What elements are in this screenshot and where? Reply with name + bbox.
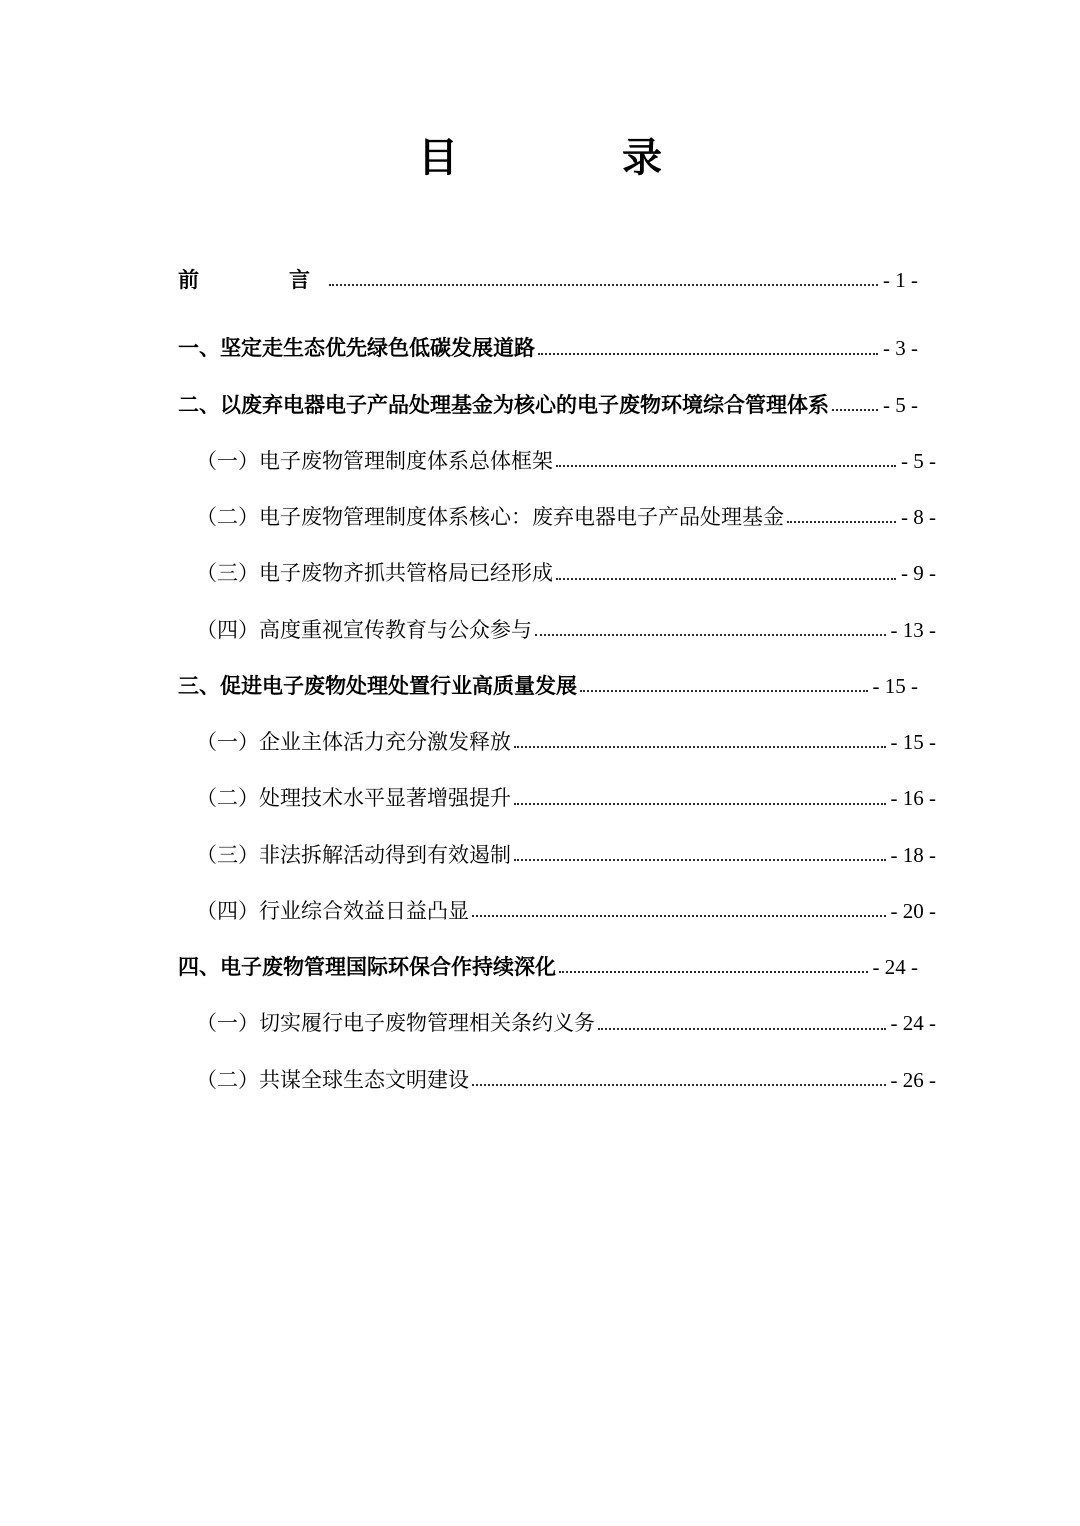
toc-entry-page-number: - 18 - (890, 842, 936, 867)
toc-leader-dots (329, 283, 878, 286)
toc-entry[interactable] (178, 617, 936, 643)
toc-entry-label: 二、以废弃电器电子产品处理基金为核心的电子废物环境综合管理体系 (178, 392, 829, 417)
table-of-contents (178, 267, 936, 1093)
toc-entry-page-number: - 24 - (872, 955, 918, 979)
toc-entry[interactable] (178, 504, 936, 530)
toc-entry[interactable] (178, 729, 936, 755)
toc-entry[interactable] (178, 842, 936, 868)
toc-leader-dots (556, 577, 896, 580)
toc-entry-label: （三）电子废物齐抓共管格局已经形成 (196, 561, 553, 586)
toc-leader-dots (514, 745, 886, 748)
toc-entry-page-number: - 26 - (890, 1067, 936, 1092)
toc-entry-page-number: - 8 - (901, 505, 936, 529)
toc-entry-label: （一）企业主体活力充分激发释放 (196, 730, 511, 754)
toc-entry[interactable] (178, 1010, 936, 1036)
toc-entry-page-number: - 1 - (883, 268, 918, 292)
toc-leader-dots (472, 1083, 886, 1086)
toc-entry-page-number: - 20 - (890, 898, 936, 923)
toc-entry-label: 四、电子废物管理国际环保合作持续深化 (178, 955, 556, 979)
toc-entry-label: （二）电子废物管理制度体系核心：废弃电器电子产品处理基金 (196, 505, 784, 529)
toc-entry-page-number: - 13 - (890, 617, 936, 642)
toc-entry[interactable] (178, 267, 918, 293)
toc-entry[interactable] (178, 335, 918, 361)
toc-entry-label: 一、坚定走生态优先绿色低碳发展道路 (178, 336, 535, 361)
toc-leader-dots (514, 858, 886, 861)
toc-leader-dots (832, 408, 878, 411)
toc-entry-label: 三、促进电子废物处理处置行业高质量发展 (178, 673, 577, 698)
toc-entry[interactable] (178, 560, 936, 586)
toc-leader-dots (559, 970, 868, 973)
toc-entry-page-number: - 5 - (901, 448, 936, 473)
toc-entry[interactable] (178, 392, 918, 418)
toc-leader-dots (598, 1027, 886, 1030)
toc-entry-page-number: - 3 - (883, 336, 918, 361)
toc-entry-label: （四）高度重视宣传教育与公众参与 (196, 617, 532, 642)
toc-entry[interactable] (178, 673, 918, 699)
toc-entry[interactable] (178, 785, 936, 811)
toc-leader-dots (535, 633, 886, 636)
toc-entry-page-number: - 15 - (872, 673, 918, 698)
toc-leader-dots (787, 520, 896, 523)
toc-entry-page-number: - 9 - (901, 561, 936, 586)
toc-leader-dots (514, 802, 886, 805)
toc-entry[interactable] (178, 1067, 936, 1093)
toc-entry-label: （一）电子废物管理制度体系总体框架 (196, 448, 553, 473)
toc-entry-page-number: - 24 - (890, 1011, 936, 1036)
toc-entry-page-number: - 5 - (883, 392, 918, 417)
toc-entry[interactable] (178, 954, 918, 980)
toc-entry-label: （四）行业综合效益日益凸显 (196, 898, 469, 923)
toc-entry-page-number: - 16 - (890, 786, 936, 811)
toc-leader-dots (556, 464, 896, 467)
toc-entry-label: （二）处理技术水平显著增强提升 (196, 786, 511, 811)
toc-leader-dots (538, 352, 878, 355)
toc-entry[interactable] (178, 898, 936, 924)
toc-entry-page-number: - 15 - (890, 730, 936, 754)
toc-entry-label: 前 言 (178, 268, 326, 292)
toc-entry[interactable] (178, 448, 936, 474)
toc-entry-label: （三）非法拆解活动得到有效遏制 (196, 842, 511, 867)
toc-leader-dots (472, 914, 886, 917)
toc-leader-dots (580, 689, 868, 692)
page-title: 目 录 (418, 135, 690, 180)
toc-entry-label: （二）共谋全球生态文明建设 (196, 1067, 469, 1092)
toc-entry-label: （一）切实履行电子废物管理相关条约义务 (196, 1011, 595, 1036)
